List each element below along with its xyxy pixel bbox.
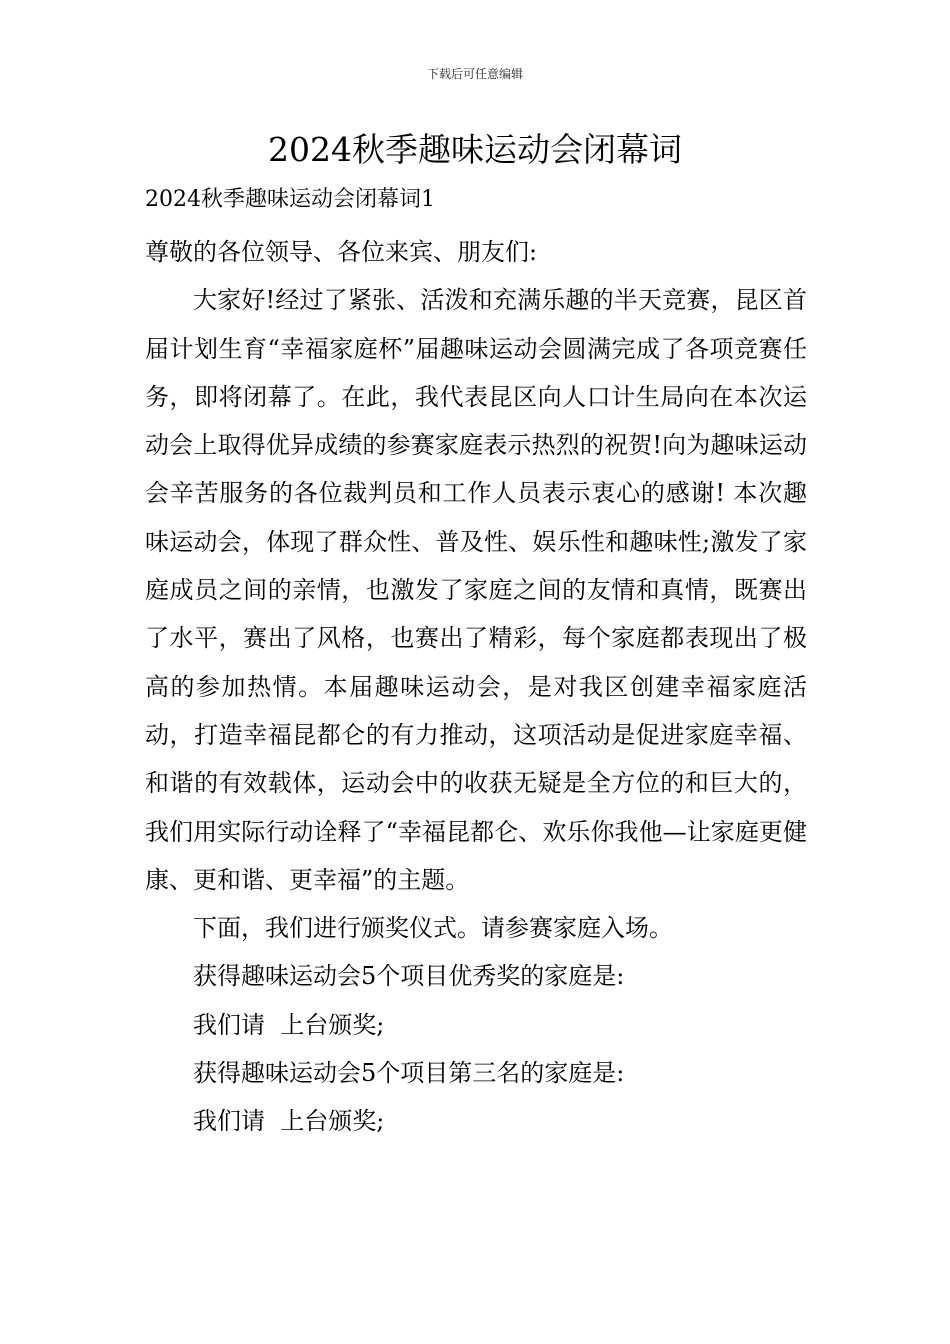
document-body (145, 228, 807, 1146)
paragraph-award-intro: 下面，我们进行颁奖仪式。请参赛家庭入场。 (193, 914, 673, 943)
paragraph-opening: 大家好!经过了紧张、活泼和充满乐趣的半天竞赛，昆区首届计划生育“幸福家庭杯”届趣味运动会圆满完成了各项竞赛任务，即将闭幕了。在此，我代表昆区向人口计生局向在本次运动会上取得优异成绩的参赛家庭表示热烈的祝贺!向为趣味运动会辛苦服务的各位裁判员和工作人员表示衷心的感谢! 本次趣味运动会，体现了群众性、普及性、娱乐性和趣味性;激发了家庭成员之间的亲情，也激发了家庭之间的友情和真情，既赛出了水平，赛出了风格，也赛出了精彩，每个家庭都表现出了极高的参加热情。本届趣味运动会，是对我区创建幸福家庭活动，打造幸福昆都仑的有力推动，这项活动是促进家庭幸福、和谐的有效载体，运动会中的收获无疑是全方位的和巨大的，我们用实际行动诠释了“幸福昆都仑、欢乐你我他—让家庭更健康、更和谐、更幸福”的主题。 (145, 286, 807, 894)
document-title: 2024秋季趣味运动会闭幕词 (268, 130, 682, 169)
award-line-invite-1: 我们请 上台颁奖; (193, 1010, 385, 1039)
salutation: 尊敬的各位领导、各位来宾、朋友们: (145, 238, 538, 266)
document-subtitle: 2024秋季趣味运动会闭幕词1 (145, 187, 435, 212)
header-note: 下载后可任意编辑 (426, 67, 523, 81)
award-line-third-place: 获得趣味运动会5个项目第三名的家庭是: (193, 1059, 625, 1088)
award-line-excellence: 获得趣味运动会5个项目优秀奖的家庭是: (193, 962, 625, 991)
award-line-invite-2: 我们请 上台颁奖; (193, 1107, 385, 1136)
